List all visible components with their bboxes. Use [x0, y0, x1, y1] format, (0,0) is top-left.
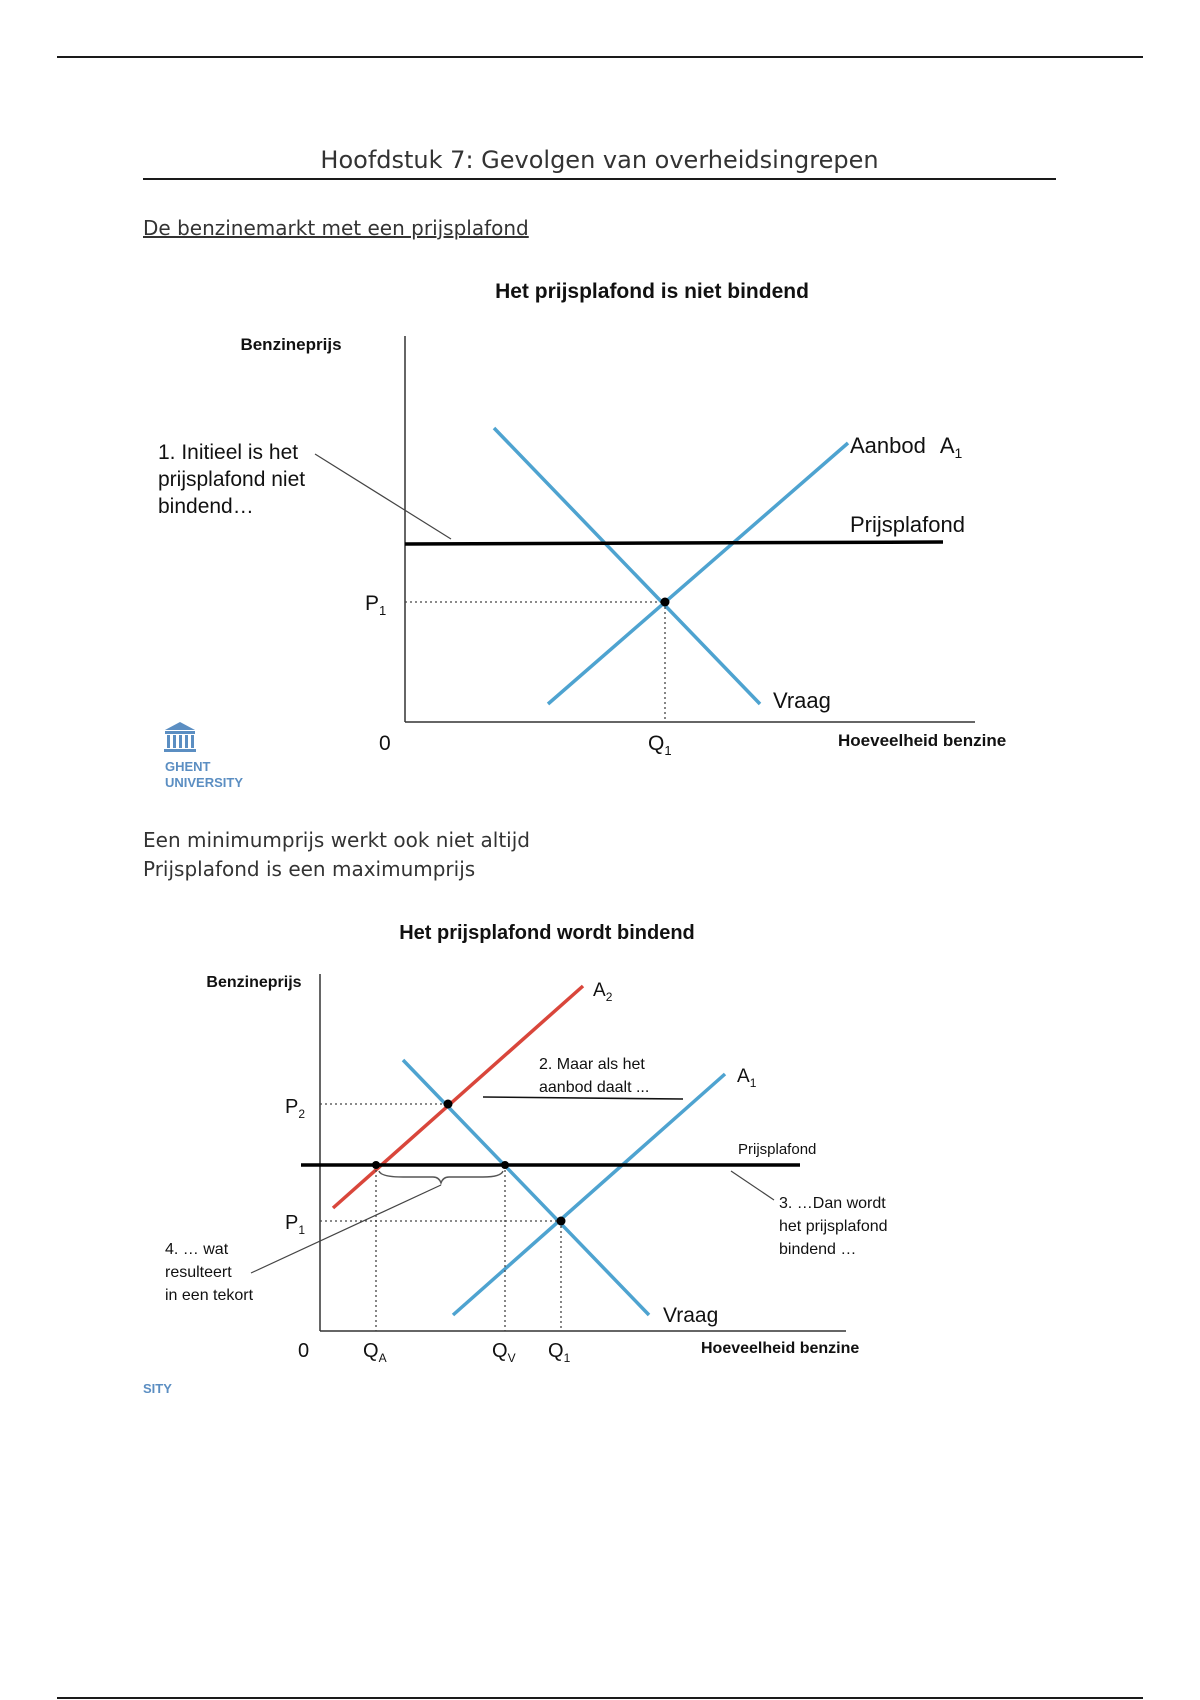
- figure1-equilibrium-point: [661, 598, 670, 607]
- figure2-origin-label: 0: [298, 1340, 310, 1362]
- figure2-qv-label: $Q_V$: [492, 1340, 516, 1365]
- figure2-supply-a1-curve: [453, 1074, 725, 1315]
- figure2-x-axis-label: Hoeveelheid benzine: [701, 1340, 860, 1357]
- figure2-qa-label: $Q_A$: [363, 1340, 387, 1365]
- figure2-shortage-brace: [379, 1171, 503, 1183]
- figure1-annotation-line2: prijsplafond niet: [158, 468, 306, 491]
- figure2-a1-label: $A_1$: [737, 1066, 757, 1090]
- logo-text-line1: GHENT: [165, 759, 211, 774]
- page-header: [143, 140, 1056, 180]
- figure1-demand-curve: [494, 428, 760, 704]
- figure1-x-axis-label: Hoeveelheid benzine: [838, 731, 1007, 750]
- figure2-point-qv: [501, 1161, 509, 1169]
- figure2-annotation2-line1: 2. Maar als het: [539, 1056, 645, 1073]
- figure1-y-axis-label: Benzineprijs: [240, 335, 342, 354]
- figure2-p1-label: $P_1$: [285, 1212, 306, 1237]
- figure2-q1-label: $Q_1$: [548, 1340, 571, 1365]
- logo-text-line2: UNIVERSITY: [165, 775, 244, 790]
- figure1-price-ceiling-line: [405, 542, 943, 544]
- figure2-annotation4-line2: resulteert: [165, 1264, 232, 1281]
- figure2-annotation4-line1: 4. … wat: [165, 1241, 229, 1258]
- figure1-origin-label: 0: [379, 732, 391, 755]
- figure2-annotation3-line3: bindend …: [779, 1241, 857, 1258]
- figure2-point-p2: [444, 1100, 453, 1109]
- section-title: De benzinemarkt met een prijsplafond: [143, 216, 529, 240]
- figure1-ceiling-label: Prijsplafond: [850, 512, 965, 537]
- figure2-ceiling-label: Prijsplafond: [738, 1141, 817, 1158]
- figure1-annotation-pointer: [315, 454, 451, 539]
- figure2-a2-label: $A_2$: [593, 980, 613, 1004]
- figure-price-ceiling-binding: [143, 912, 943, 1402]
- paragraph-line1: Een minimumprijs werkt ook niet altijd: [143, 828, 530, 852]
- building-icon: [164, 722, 196, 752]
- paragraph-line2: Prijsplafond is een maximumprijs: [143, 857, 476, 881]
- figure1-annotation-line1: 1. Initieel is het: [158, 441, 299, 464]
- figure2-annotation2-line2: aanbod daalt ...: [539, 1079, 650, 1096]
- figure2-y-axis-label: Benzineprijs: [206, 974, 302, 991]
- figure-price-ceiling-not-binding: [143, 268, 1058, 798]
- figure2-logo-fragment: SITY: [143, 1381, 172, 1396]
- page-title: Hoofdstuk 7: Gevolgen van overheidsingrepen: [320, 146, 879, 174]
- figure2-annotation3-line1: 3. …Dan wordt: [779, 1195, 886, 1212]
- figure1-title: Het prijsplafond is niet bindend: [495, 280, 809, 303]
- figure2-annotation2-pointer: [483, 1097, 683, 1099]
- figure1-p1-label: $P_1$: [365, 592, 387, 618]
- figure2-point-qa: [372, 1161, 380, 1169]
- figure2-point-p1: [557, 1217, 566, 1226]
- university-logo: [164, 722, 243, 790]
- figure2-annotation3-pointer: [731, 1171, 774, 1200]
- figure1-supply-label: Aanbod $A_1$: [850, 433, 963, 461]
- bottom-rule: [57, 1697, 1143, 1699]
- figure1-q1-label: $Q_1$: [648, 732, 672, 758]
- figure2-annotation4-line3: in een tekort: [165, 1287, 254, 1304]
- figure1-demand-label: Vraag: [773, 688, 831, 713]
- figure2-p2-label: $P_2$: [285, 1096, 306, 1121]
- figure1-annotation-line3: bindend…: [158, 495, 254, 518]
- figure2-title: Het prijsplafond wordt bindend: [399, 922, 695, 944]
- top-rule: [57, 56, 1143, 58]
- figure1-supply-curve: [548, 443, 848, 704]
- figure2-demand-label: Vraag: [663, 1304, 719, 1327]
- figure2-annotation3-line2: het prijsplafond: [779, 1218, 888, 1235]
